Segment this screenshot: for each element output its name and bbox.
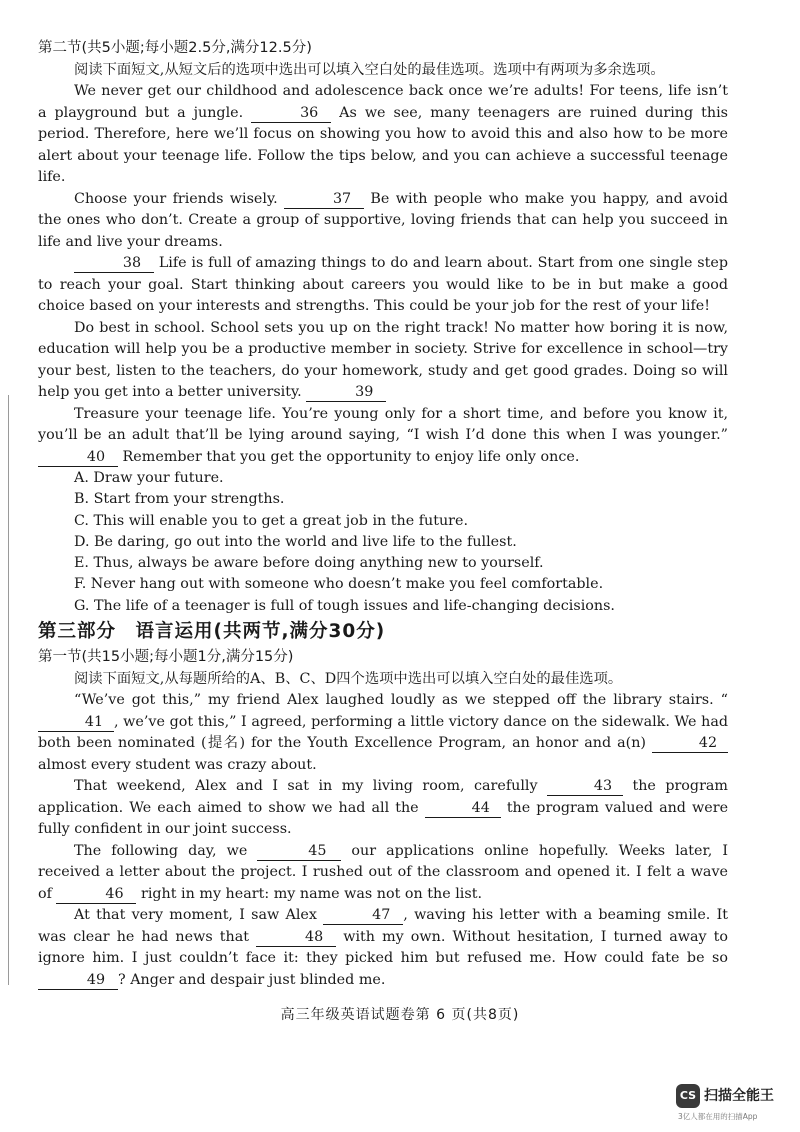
- option-g: G. The life of a teenager is full of tough issues and life-changing decisions.: [74, 597, 615, 614]
- paragraph-text: Do best in school. School sets you up on the right track! No matter how boring it is now, education will help you be a productive member in society. Strive for excellence in school—try your best, listen to the teachers, do your homework, study and get good grades. Doing so will help you get into a better university.: [38, 319, 728, 400]
- watermark-name: 扫描全能王: [704, 1088, 774, 1104]
- paragraph-text: Be with people who make you happy, and avoid the ones who don’t. Create a group of supportive, loving friends that can help you succeed in life and live your dreams.: [38, 190, 729, 250]
- paragraph-text: , we’ve got this,” I agreed, performing a little victory dance on the sidewalk. We had both been nominated (提名) for the Youth Excellence Program, an honor and a(n): [38, 713, 728, 752]
- answer-blank-43: 43: [547, 778, 623, 796]
- camscanner-watermark: [676, 1084, 792, 1124]
- section-instruction: 阅读下面短文,从每题所给的A、B、C、D四个选项中选出可以填入空白处的最佳选项。: [74, 670, 623, 687]
- option-b: B. Start from your strengths.: [74, 491, 285, 508]
- paragraph-text: The following day, we: [74, 842, 248, 859]
- scan-edge-line: [8, 395, 9, 985]
- section-instruction: 阅读下面短文,从短文后的选项中选出可以填入空白处的最佳选项。选项中有两项为多余选项。: [74, 61, 665, 78]
- paragraph-text: Choose your friends wisely.: [74, 190, 278, 207]
- option-c: C. This will enable you to get a great job in the future.: [74, 512, 469, 529]
- paragraph-text: As we see, many teenagers are ruined during this period. Therefore, here we’ll focus on showing you how to avoid this and also how to be more alert about your teenage life. Follow the tips below, and you can achieve a successful teenage life.: [38, 104, 729, 185]
- paragraph-text: Remember that you get the opportunity to enjoy life only once.: [122, 448, 580, 465]
- exam-content: [38, 38, 728, 991]
- paragraph-text: the program application. We each aimed to show we had all the: [38, 778, 728, 816]
- passage-paragraph: [38, 841, 728, 906]
- page-footer: 高三年级英语试题卷第 6 页(共8页): [280, 1007, 520, 1023]
- camscanner-logo-icon: CS: [676, 1084, 700, 1108]
- paragraph-text: “We’ve got this,” my friend Alex laughed loudly as we stepped off the library stairs. “: [74, 692, 728, 709]
- option-d: D. Be daring, go out into the world and live life to the fullest.: [74, 533, 517, 550]
- passage-paragraph: [38, 404, 728, 469]
- part-title: 第三部分 语言运用(共两节,满分30分): [38, 621, 386, 643]
- paragraph-text: At that very moment, I saw Alex: [74, 907, 317, 924]
- watermark-tagline: 3亿人都在用的扫描App: [678, 1112, 758, 1121]
- option-f: F. Never hang out with someone who doesn’t make you feel comfortable.: [74, 576, 604, 593]
- answer-blank-49: 49: [38, 972, 118, 990]
- passage-paragraph: [38, 253, 728, 318]
- paragraph-text: We never get our childhood and adolescence back once we’re adults! For teens, life isn’t a playground but a jungle.: [38, 83, 728, 121]
- answer-blank-40: 40: [38, 449, 118, 467]
- answer-blank-38: 38: [74, 255, 154, 273]
- answer-blank-44: 44: [425, 800, 501, 818]
- paragraph-text: almost every student was crazy about.: [38, 756, 317, 773]
- paragraph-text: ? Anger and despair just blinded me.: [118, 971, 386, 988]
- passage-paragraph: [38, 318, 728, 404]
- option-e: E. Thus, always be aware before doing anything new to yourself.: [74, 555, 544, 572]
- paragraph-text: with my own. Without hesitation, I turned away to ignore him. I just couldn’t face it: they picked him but refused me. How could fate be so: [38, 928, 729, 967]
- option-list: [74, 468, 728, 617]
- paragraph-text: the program valued and were fully confident in our joint success.: [38, 799, 729, 838]
- paragraph-text: Treasure your teenage life. You’re young only for a short time, and before you know it, you’ll be an adult that’ll be lying around saying, “I wish I’d done this when I was younger.”: [38, 405, 728, 443]
- answer-blank-45: 45: [257, 843, 341, 861]
- paragraph-text: , waving his letter with a beaming smile. It was clear he had news that: [38, 907, 729, 945]
- answer-blank-41: 41: [38, 714, 114, 732]
- section-header: 第二节(共5小题;每小题2.5分,满分12.5分): [38, 40, 312, 56]
- answer-blank-46: 46: [56, 886, 136, 904]
- answer-blank-47: 47: [323, 907, 403, 925]
- paragraph-text: Life is full of amazing things to do and learn about. Start from one single step to reach your goal. Start thinking about careers you would like to be in but make a good choice based on your interests and strengths. This could be your job for the rest of your life!: [38, 255, 728, 314]
- passage-paragraph: [38, 81, 728, 189]
- passage-paragraph: [38, 189, 728, 254]
- option-a: A. Draw your future.: [74, 470, 224, 486]
- passage-paragraph: [38, 690, 728, 776]
- answer-blank-42: 42: [652, 735, 728, 753]
- answer-blank-48: 48: [256, 929, 336, 947]
- paragraph-text: our applications online hopefully. Weeks later, I received a letter about the project. I rushed out of the classroom and opened it. I felt a wave of: [38, 842, 729, 902]
- passage-paragraph: [38, 905, 728, 991]
- answer-blank-37: 37: [284, 191, 364, 209]
- paragraph-text: That weekend, Alex and I sat in my living room, carefully: [74, 778, 538, 795]
- answer-blank-36: 36: [251, 105, 331, 123]
- paragraph-text: right in my heart: my name was not on the list.: [141, 885, 483, 902]
- passage-paragraph: [38, 776, 728, 841]
- section-header: 第一节(共15小题;每小题1分,满分15分): [38, 649, 294, 666]
- answer-blank-39: 39: [306, 384, 386, 402]
